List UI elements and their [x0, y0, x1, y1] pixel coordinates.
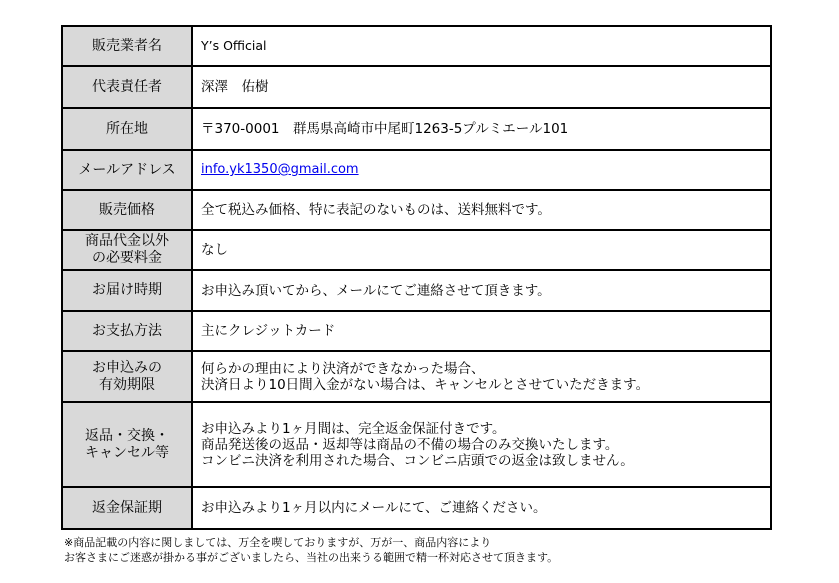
row-validity: [62, 351, 771, 402]
label-address: 所在地: [62, 108, 192, 150]
row-email: [62, 150, 771, 190]
label-payment: お支払方法: [62, 311, 192, 351]
label-price: 販売価格: [62, 190, 192, 230]
row-seller-name: [62, 26, 771, 66]
value-address: 〒370-0001 群馬県高崎市中尾町1263-5プルミエール101: [192, 108, 771, 150]
footnote-line: ※商品記載の内容に関しましては、万全を喫しておりますが、万が一、商品内容により: [64, 536, 492, 549]
row-representative: [62, 66, 771, 108]
row-refund-period: [62, 487, 771, 529]
value-price: 全て税込み価格、特に表記のないものは、送料無料です。: [192, 190, 771, 230]
row-price: [62, 190, 771, 230]
value-refund-period: お申込みより1ヶ月以内にメールにて、ご連絡ください。: [192, 487, 771, 529]
label-seller-name: 販売業者名: [62, 26, 192, 66]
seller-info-table: [61, 25, 772, 530]
value-seller-name: Y’s Official: [192, 26, 771, 66]
email-link[interactable]: info.yk1350@gmail.com: [201, 162, 359, 177]
label-representative: 代表責任者: [62, 66, 192, 108]
label-validity: お申込みの 有効期限: [62, 351, 192, 402]
value-validity: 何らかの理由により決済ができなかった場合、 決済日より10日間入金がない場合は、キャンセルとさせていただきます。: [192, 351, 771, 402]
value-payment: 主にクレジットカード: [192, 311, 771, 351]
row-extra-fees: [62, 230, 771, 270]
row-address: [62, 108, 771, 150]
value-returns: お申込みより1ヶ月間は、完全返金保証付きです。 商品発送後の返品・返却等は商品の不備の場合のみ交換いたします。 コンビニ決済を利用された場合、コンビニ店頭での返金は致しません。: [192, 402, 771, 487]
label-email: メールアドレス: [62, 150, 192, 190]
label-returns: 返品・交換・ キャンセル等: [62, 402, 192, 487]
label-refund-period: 返金保証期: [62, 487, 192, 529]
value-delivery: お申込み頂いてから、メールにてご連絡させて頂きます。: [192, 270, 771, 311]
label-extra-fees: 商品代金以外 の必要料金: [62, 230, 192, 270]
row-delivery: [62, 270, 771, 311]
value-email: [192, 150, 771, 190]
label-delivery: お届け時期: [62, 270, 192, 311]
footnote: [64, 535, 558, 565]
row-payment: [62, 311, 771, 351]
footnote-line: お客さまにご迷惑が掛かる事がございましたら、当社の出来うる範囲で精一杯対応させて頂きます。: [64, 551, 559, 564]
row-returns: [62, 402, 771, 487]
value-representative: 深澤 佑樹: [192, 66, 771, 108]
value-extra-fees: なし: [192, 230, 771, 270]
